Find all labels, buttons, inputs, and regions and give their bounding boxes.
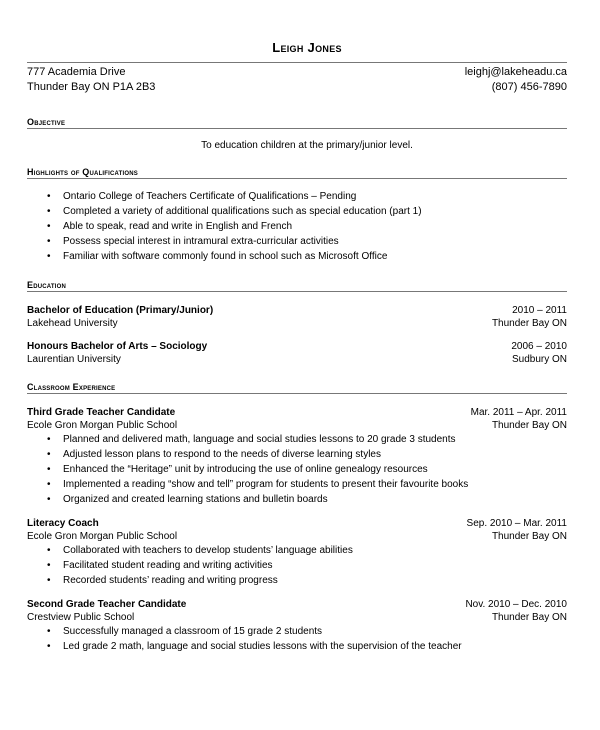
- experience-entry: [27, 598, 567, 654]
- education-entry: [27, 304, 567, 330]
- list-item: • Completed a variety of additional qualifications such as special education (part 1): [27, 204, 567, 219]
- experience-entry-school-row: [27, 611, 567, 624]
- experience-entry-header: [27, 517, 567, 530]
- email-text: leighj@lakeheadu.ca: [464, 66, 567, 78]
- school-name: Crestview Public School: [27, 612, 135, 623]
- degree-title: Honours Bachelor of Arts – Sociology: [27, 341, 208, 352]
- list-item: • Enhanced the “Heritage” unit by introducing the use of online genealogy resources: [27, 462, 567, 477]
- degree-dates: 2006 – 2010: [511, 341, 567, 352]
- list-item: • Facilitated student reading and writing activities: [27, 558, 567, 573]
- address-block: [27, 65, 155, 95]
- role-dates: Mar. 2011 – Apr. 2011: [470, 407, 567, 418]
- highlights-heading: Highlights of Qualifications: [27, 167, 567, 179]
- list-item: • Recorded students’ reading and writing progress: [27, 573, 567, 588]
- list-item: • Implemented a reading “show and tell” program for students to present their favourite books: [27, 477, 567, 492]
- contact-details: [465, 65, 567, 95]
- list-item: • Successfully managed a classroom of 15 grade 2 students: [27, 624, 567, 639]
- school-location: Thunder Bay ON: [491, 420, 567, 431]
- role-title: Second Grade Teacher Candidate: [27, 599, 187, 610]
- education-entry-header: [27, 340, 567, 353]
- experience-entry: [27, 406, 567, 507]
- experience-entry-school-row: [27, 530, 567, 543]
- education-entry-school-row: [27, 317, 567, 330]
- education-entry: [27, 340, 567, 366]
- address-line-1: 777 Academia Drive: [27, 66, 126, 78]
- list-item: • Led grade 2 math, language and social studies lessons with the supervision of the teacher: [27, 639, 567, 654]
- role-dates: Sep. 2010 – Mar. 2011: [466, 518, 567, 529]
- school-name: Ecole Gron Morgan Public School: [27, 531, 178, 542]
- school-name: Laurentian University: [27, 354, 121, 365]
- school-location: Thunder Bay ON: [491, 531, 567, 542]
- phone-text: (807) 456-7890: [491, 81, 567, 93]
- education-heading: Education: [27, 280, 567, 292]
- objective-heading: Objective: [27, 117, 567, 129]
- list-item: • Collaborated with teachers to develop students’ language abilities: [27, 543, 567, 558]
- list-item: • Possess special interest in intramural extra-curricular activities: [27, 234, 567, 249]
- experience-entry: [27, 517, 567, 588]
- experience-bullets: [27, 543, 567, 588]
- school-location: Thunder Bay ON: [491, 612, 567, 623]
- degree-dates: 2010 – 2011: [512, 305, 567, 316]
- experience-heading: Classroom Experience: [27, 382, 567, 394]
- list-item: • Organized and created learning stations and bulletin boards: [27, 492, 567, 507]
- role-title: Third Grade Teacher Candidate: [27, 407, 176, 418]
- role-dates: Nov. 2010 – Dec. 2010: [465, 599, 567, 610]
- experience-entry-header: [27, 406, 567, 419]
- list-item: • Familiar with software commonly found in school such as Microsoft Office: [27, 249, 567, 264]
- role-title: Literacy Coach: [27, 518, 99, 529]
- list-item: • Able to speak, read and write in English and French: [27, 219, 567, 234]
- list-item: • Ontario College of Teachers Certificate of Qualifications – Pending: [27, 189, 567, 204]
- list-item: • Planned and delivered math, language and social studies lessons to 20 grade 3 students: [27, 432, 567, 447]
- degree-title: Bachelor of Education (Primary/Junior): [27, 305, 214, 316]
- education-entry-school-row: [27, 353, 567, 366]
- resume-name: Leigh Jones: [272, 40, 342, 55]
- highlights-list: [27, 189, 567, 264]
- school-name: Ecole Gron Morgan Public School: [27, 420, 178, 431]
- list-item: • Adjusted lesson plans to respond to the needs of diverse learning styles: [27, 447, 567, 462]
- objective-text: To education children at the primary/junior level.: [201, 140, 413, 151]
- experience-bullets: [27, 432, 567, 507]
- address-line-2: Thunder Bay ON P1A 2B3: [27, 81, 156, 93]
- school-name: Lakehead University: [27, 318, 118, 329]
- school-location: Sudbury ON: [511, 354, 567, 365]
- experience-bullets: [27, 624, 567, 654]
- school-location: Thunder Bay ON: [491, 318, 567, 329]
- contact-block: [27, 62, 567, 95]
- experience-entry-header: [27, 598, 567, 611]
- education-entry-header: [27, 304, 567, 317]
- experience-entry-school-row: [27, 419, 567, 432]
